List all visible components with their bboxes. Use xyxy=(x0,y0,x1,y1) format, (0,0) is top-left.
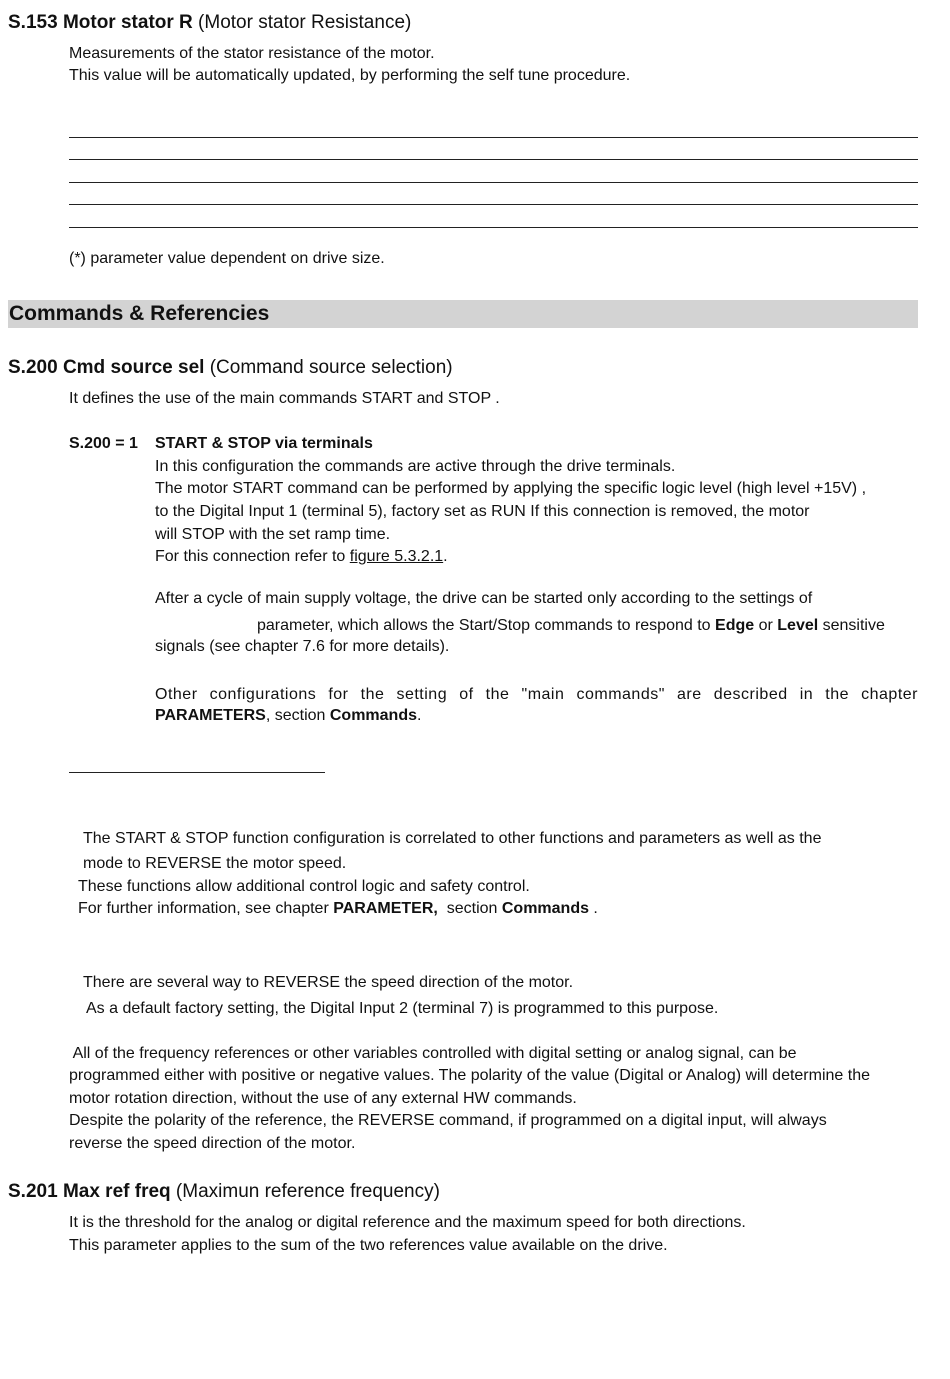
blank-rule xyxy=(69,137,918,138)
param-heading-s153 xyxy=(8,12,411,34)
note2-line-2: As a default factory setting, the Digital Input 2 (terminal 7) is programmed to this purpose. xyxy=(86,1000,719,1017)
blank-rule xyxy=(69,227,918,228)
commands-keyword: Commands xyxy=(329,707,417,724)
cycle-line-2 xyxy=(257,617,885,635)
blank-rule xyxy=(69,204,918,205)
cycle-or: or xyxy=(754,617,778,634)
refer-line xyxy=(155,548,448,566)
option-line-3: to the Digital Input 1 (terminal 5), factory set as RUN If this connection is removed, the motor xyxy=(155,503,810,520)
note3-line-2: programmed either with positive or negative values. The polarity of the value (Digital or Analog) will determine the xyxy=(69,1067,870,1084)
section-title: Commands & Referencies xyxy=(9,302,270,325)
param-name: Motor stator R xyxy=(62,12,193,33)
note3-line-3: motor rotation direction, without the use of any external HW commands. xyxy=(69,1090,577,1107)
option-line-1: In this configuration the commands are active through the drive terminals. xyxy=(155,458,676,475)
cycle-text-a: parameter, which allows the Start/Stop commands to respond to xyxy=(257,617,716,634)
blank-rule xyxy=(69,159,918,160)
figure-link[interactable]: figure 5.3.2.1 xyxy=(349,548,444,565)
other-end: . xyxy=(416,707,422,724)
other-line-2 xyxy=(155,707,421,725)
param-heading-s200 xyxy=(8,357,453,379)
other-line-1: Other configurations for the setting of the "main commands" are described in the chapter xyxy=(155,686,918,703)
param-code: S.200 xyxy=(8,357,58,378)
refer-prefix: For this connection refer to xyxy=(155,548,350,565)
note1-line-2: mode to REVERSE the motor speed. xyxy=(83,855,347,872)
param-description: (Maximun reference frequency) xyxy=(175,1181,440,1202)
note1-end: . xyxy=(588,900,598,917)
s153-line-1: Measurements of the stator resistance of the motor. xyxy=(69,45,435,62)
param-description: (Motor stator Resistance) xyxy=(198,12,412,33)
cycle-line-1: After a cycle of main supply voltage, the drive can be started only according to the settings of xyxy=(155,590,813,607)
note2-line-1: There are several way to REVERSE the speed direction of the motor. xyxy=(83,974,574,991)
param-heading-s201 xyxy=(8,1181,440,1203)
note3-line-1: All of the frequency references or other variables controlled with digital setting or analog signal, can be xyxy=(69,1045,797,1062)
edge-keyword: Edge xyxy=(715,617,755,634)
cycle-text-b: sensitive xyxy=(818,617,885,634)
short-rule xyxy=(69,772,325,773)
parameter-keyword: PARAMETER, xyxy=(333,900,438,917)
note3-line-4: Despite the polarity of the reference, the REVERSE command, if programmed on a digital input, will always xyxy=(69,1112,827,1129)
note1-prefix: For further information, see chapter xyxy=(78,900,334,917)
param-code: S.201 xyxy=(8,1181,58,1202)
refer-suffix: . xyxy=(443,548,448,565)
level-keyword: Level xyxy=(777,617,819,634)
s201-line-1: It is the threshold for the analog or digital reference and the maximum speed for both directions. xyxy=(69,1214,746,1231)
blank-rule xyxy=(69,182,918,183)
footnote: (*) parameter value dependent on drive size. xyxy=(69,250,385,267)
param-name: Max ref freq xyxy=(62,1181,171,1202)
option-line-2: The motor START command can be performed by applying the specific logic level (high level +15V) , xyxy=(155,480,867,497)
option-label: S.200 = 1 xyxy=(69,435,138,452)
param-name: Cmd source sel xyxy=(62,357,205,378)
s201-line-2: This parameter applies to the sum of the two references value available on the drive. xyxy=(69,1237,668,1254)
note1-line-4 xyxy=(78,900,598,918)
option-line-4: will STOP with the set ramp time. xyxy=(155,526,391,543)
cycle-line-3: signals (see chapter 7.6 for more details). xyxy=(155,638,450,655)
param-description: (Command source selection) xyxy=(209,357,453,378)
parameters-keyword: PARAMETERS xyxy=(155,707,266,724)
note3-line-5: reverse the speed direction of the motor. xyxy=(69,1135,356,1152)
s153-line-2: This value will be automatically updated, by performing the self tune procedure. xyxy=(69,67,631,84)
s200-intro: It defines the use of the main commands START and STOP . xyxy=(69,390,500,407)
param-code: S.153 xyxy=(8,12,58,33)
other-mid: , section xyxy=(265,707,330,724)
note1-mid: section xyxy=(437,900,502,917)
note1-line-3: These functions allow additional control logic and safety control. xyxy=(78,878,530,895)
commands-keyword: Commands xyxy=(501,900,589,917)
note1-line-1: The START & STOP function configuration is correlated to other functions and parameters as well as the xyxy=(83,830,822,847)
option-title: START & STOP via terminals xyxy=(155,435,373,452)
